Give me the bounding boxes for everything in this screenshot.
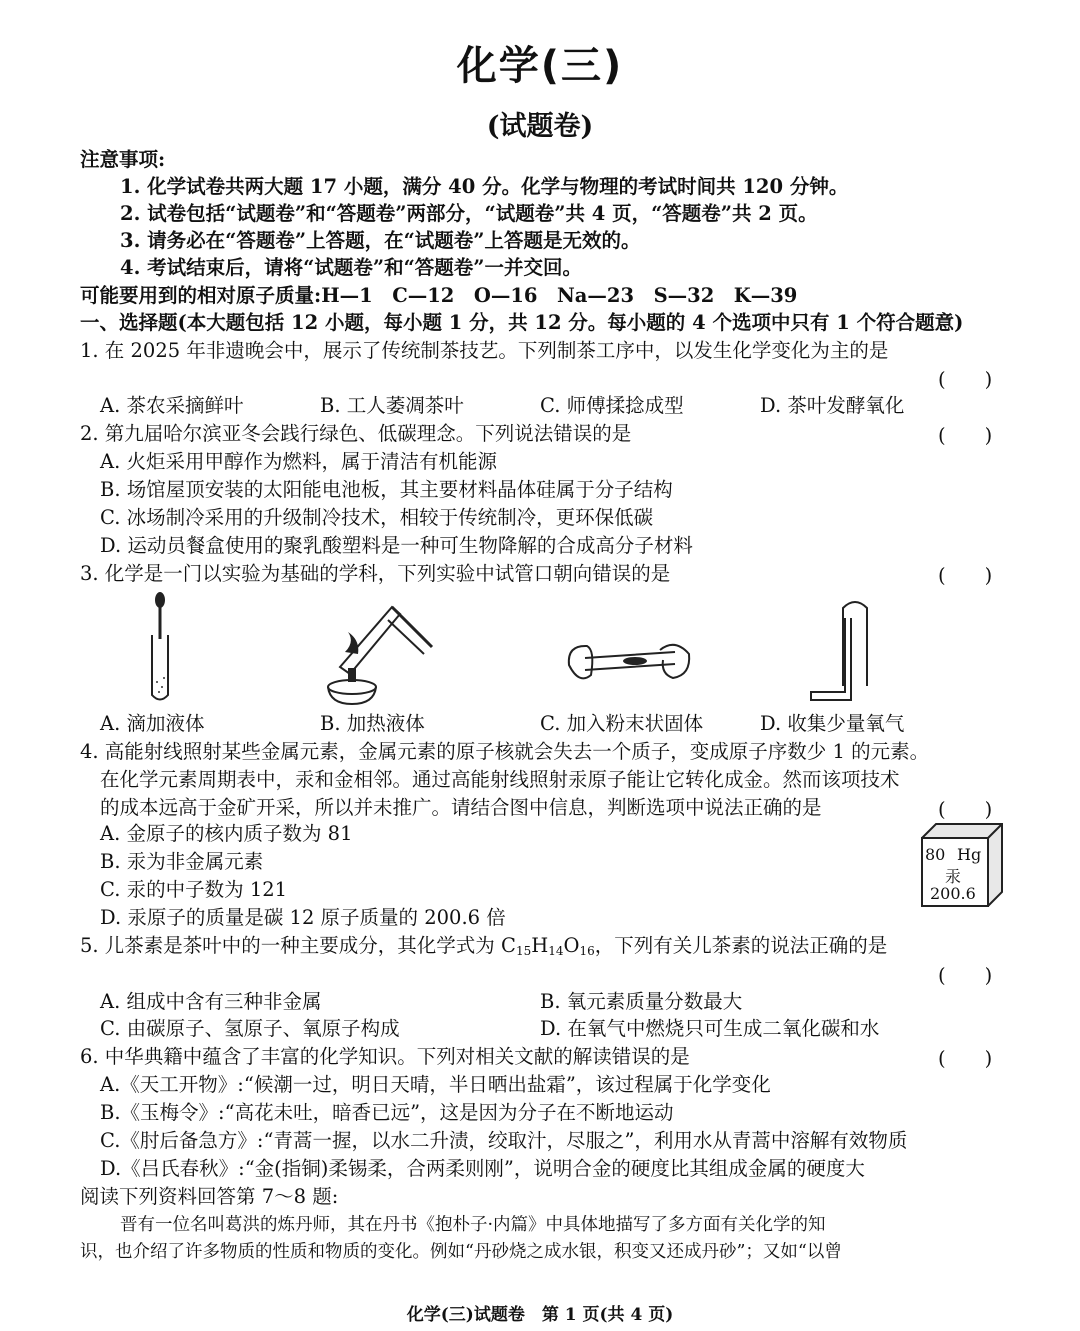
- answer-paren-6: ( ): [938, 1047, 993, 1070]
- question-stem-4: 4. 高能射线照射某些金属元素，金属元素的原子核就会失去一个质子，变成原子序数少 1 的元素。: [80, 740, 930, 763]
- page-subtitle: (试题卷): [486, 111, 594, 142]
- question-stem-1: 1. 在 2025 年非遗晚会中，展示了传统制茶技艺。下列制茶工序中，以发生化学变化为主的是: [80, 339, 889, 362]
- q1-option-b: B. 工人萎凋茶叶: [320, 394, 464, 417]
- question-stem-5: [80, 932, 887, 965]
- section-heading: 一、选择题(本大题包括 12 小题，每小题 1 分，共 12 分。每小题的 4 个选项中只有 1 个符合题意): [80, 311, 964, 334]
- notice-item: 1. 化学试卷共两大题 17 小题，满分 40 分。化学与物理的考试时间共 120 分钟。: [120, 175, 849, 198]
- answer-paren-5: ( ): [938, 964, 993, 987]
- answer-paren-4: ( ): [938, 798, 993, 821]
- q4-option-a: A. 金原子的核内质子数为 81: [100, 822, 353, 845]
- element-mass: 200.6: [930, 884, 976, 903]
- formula-h: H: [531, 934, 549, 957]
- q5-stem-prefix: 5. 儿茶素是茶叶中的一种主要成分，其化学式为 C: [80, 934, 516, 957]
- q1-option-c: C. 师傅揉捻成型: [540, 394, 684, 417]
- formula-o: O: [563, 934, 580, 957]
- reading-passage-line: 识，也介绍了许多物质的性质和物质的变化。例如“丹砂烧之成水银，积变又还成丹砂”；又如“以曾: [80, 1242, 842, 1262]
- q5-option-a: A. 组成中含有三种非金属: [100, 990, 322, 1013]
- question-stem-4-cont: 在化学元素周期表中，汞和金相邻。通过高能射线照射汞原子能让它转化成金。然而该项技术: [100, 768, 900, 791]
- q5-option-b: B. 氧元素质量分数最大: [540, 990, 743, 1013]
- heating-tube-figure: [320, 592, 440, 707]
- q5-option-c: C. 由碳原子、氢原子、氧原子构成: [100, 1017, 400, 1040]
- element-name: 汞: [945, 867, 962, 886]
- q3-option-b: B. 加热液体: [320, 712, 425, 735]
- notice-heading: 注意事项:: [80, 148, 166, 171]
- notice-item: 2. 试卷包括“试题卷”和“答题卷”两部分，“试题卷”共 4 页，“答题卷”共 2 页。: [120, 202, 818, 225]
- q2-option-c: C. 冰场制冷采用的升级制冷技术，相较于传统制冷，更环保低碳: [100, 506, 654, 529]
- q6-option-a: A.《天工开物》:“候潮一过，明日天晴，半日晒出盐霜”，该过程属于化学变化: [100, 1073, 771, 1096]
- question-stem-3: 3. 化学是一门以实验为基础的学科，下列实验中试管口朝向错误的是: [80, 562, 671, 585]
- element-number: 80: [925, 845, 946, 864]
- q2-option-b: B. 场馆屋顶安装的太阳能电池板，其主要材料晶体硅属于分子结构: [100, 478, 673, 501]
- q3-option-a: A. 滴加液体: [100, 712, 205, 735]
- formula-c-subscript: 15: [515, 944, 532, 958]
- q4-option-b: B. 汞为非金属元素: [100, 850, 264, 873]
- q3-option-d: D. 收集少量氧气: [760, 712, 905, 735]
- answer-paren-2: ( ): [938, 424, 993, 447]
- element-symbol: Hg: [957, 845, 982, 864]
- q2-option-d: D. 运动员餐盒使用的聚乳酸塑料是一种可生物降解的合成高分子材料: [100, 534, 693, 557]
- answer-paren-1: ( ): [938, 368, 993, 391]
- reading-intro: 阅读下列资料回答第 7～8 题:: [80, 1185, 339, 1208]
- q6-option-c: C.《肘后备急方》:“青蒿一握，以水二升渍，绞取汁，尽服之”，利用水从青蒿中溶解有效物质: [100, 1129, 908, 1152]
- q1-option-a: A. 茶农采摘鲜叶: [100, 394, 244, 417]
- answer-paren-3: ( ): [938, 564, 993, 587]
- atomic-mass-line: 可能要用到的相对原子质量:H—1 C—12 O—16 Na—23 S—32 K—39: [80, 284, 798, 307]
- q6-option-d: D.《吕氏春秋》:“金(指铜)柔锡柔，合两柔则刚”，说明合金的硬度比其组成金属的硬度大: [100, 1157, 865, 1180]
- page-title: 化学(三): [456, 43, 624, 89]
- q1-option-d: D. 茶叶发酵氧化: [760, 394, 905, 417]
- gas-collection-figure: [805, 596, 875, 706]
- dropper-tube-figure: [140, 590, 180, 705]
- q4-option-c: C. 汞的中子数为 121: [100, 878, 288, 901]
- q2-option-a: A. 火炬采用甲醇作为燃料，属于清洁有机能源: [100, 450, 497, 473]
- q6-option-b: B.《玉梅令》:“高花未吐，暗香已远”，这是因为分子在不断地运动: [100, 1101, 674, 1124]
- q4-option-d: D. 汞原子的质量是碳 12 原子质量的 200.6 倍: [100, 906, 506, 929]
- q3-option-c: C. 加入粉末状固体: [540, 712, 704, 735]
- notice-item: 3. 请务必在“答题卷”上答题，在“试题卷”上答题是无效的。: [120, 229, 641, 252]
- question-stem-2: 2. 第九届哈尔滨亚冬会践行绿色、低碳理念。下列说法错误的是: [80, 422, 632, 445]
- page-footer: 化学(三)试题卷 第 1 页(共 4 页): [406, 1305, 674, 1325]
- reading-passage-line: 晋有一位名叫葛洪的炼丹师，其在丹书《抱朴子·内篇》中具体地描写了多方面有关化学的知: [120, 1215, 826, 1235]
- formula-o-subscript: 16: [579, 944, 595, 958]
- notice-item: 4. 考试结束后，请将“试题卷”和“答题卷”一并交回。: [120, 256, 583, 279]
- formula-h-subscript: 14: [548, 944, 564, 958]
- question-stem-4-cont: 的成本远高于金矿开采，所以并未推广。请结合图中信息，判断选项中说法正确的是: [100, 796, 822, 819]
- q5-option-d: D. 在氧气中燃烧只可生成二氧化碳和水: [540, 1017, 880, 1040]
- q5-stem-suffix: ，下列有关儿茶素的说法正确的是: [594, 934, 888, 957]
- powder-tube-figure: [565, 630, 695, 700]
- question-stem-6: 6. 中华典籍中蕴含了丰富的化学知识。下列对相关文献的解读错误的是: [80, 1045, 690, 1068]
